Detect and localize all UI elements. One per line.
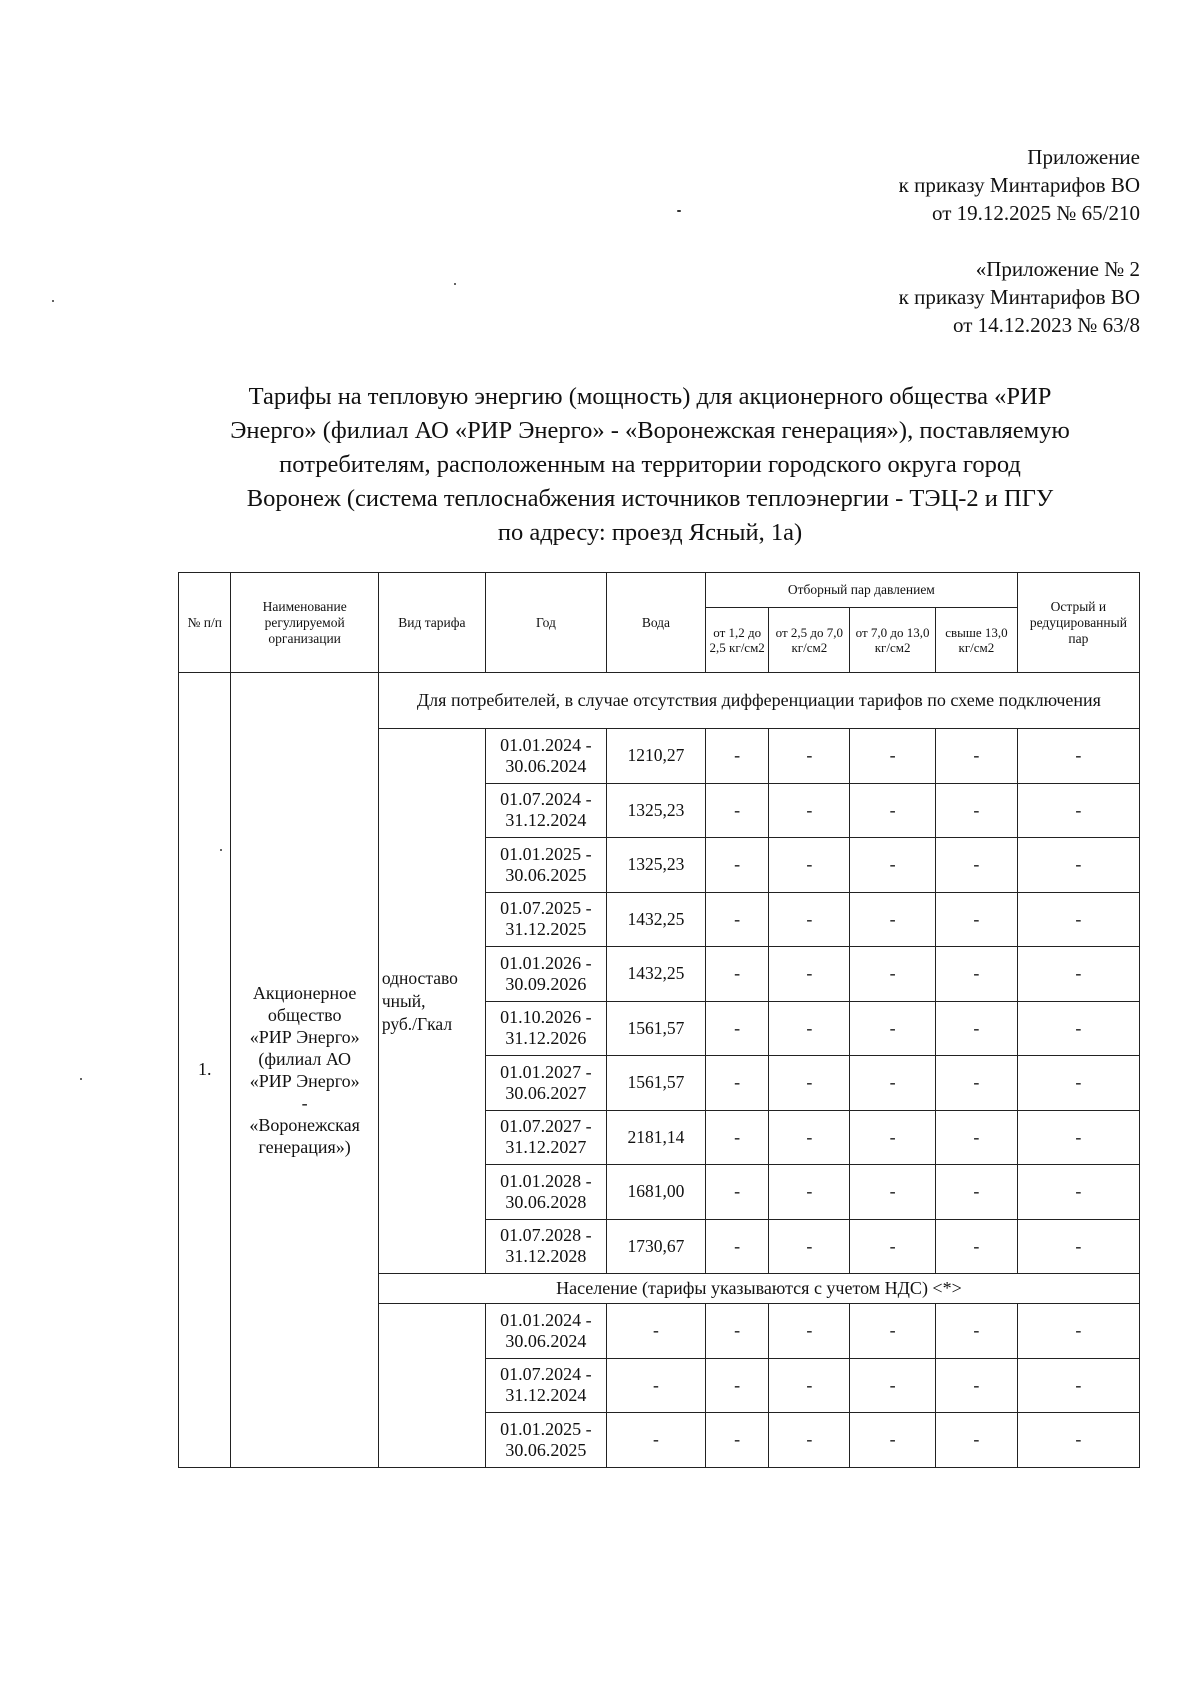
steam-value: - bbox=[936, 1110, 1018, 1165]
organization-line: (филиал АО bbox=[258, 1048, 351, 1069]
water-value: 1432,25 bbox=[606, 892, 705, 947]
column-header-num: № п/п bbox=[179, 573, 231, 673]
water-value: - bbox=[606, 1413, 705, 1468]
period-cell bbox=[485, 1110, 606, 1165]
period-end: 30.06.2028 bbox=[505, 1191, 587, 1212]
steam-value: - bbox=[705, 892, 769, 947]
steam-value: - bbox=[705, 783, 769, 838]
steam-value: - bbox=[769, 1001, 850, 1056]
period-end: 31.12.2027 bbox=[505, 1137, 587, 1158]
sharp-steam-value: - bbox=[1017, 1219, 1139, 1274]
steam-value: - bbox=[769, 947, 850, 1002]
organization-line: Акционерное bbox=[252, 982, 357, 1003]
column-header-steam-1: от 1,2 до 2,5 кг/см2 bbox=[705, 608, 769, 673]
appendix-original-line1: «Приложение № 2 bbox=[975, 257, 1140, 281]
period-cell bbox=[485, 892, 606, 947]
sharp-steam-value: - bbox=[1017, 1056, 1139, 1111]
period-start: 01.01.2024 - bbox=[500, 734, 592, 755]
steam-value: - bbox=[705, 1056, 769, 1111]
steam-value: - bbox=[850, 1001, 936, 1056]
water-value: 1325,23 bbox=[606, 783, 705, 838]
steam-value: - bbox=[850, 1413, 936, 1468]
water-value: 1561,57 bbox=[606, 1001, 705, 1056]
water-value: 1210,27 bbox=[606, 729, 705, 784]
steam-value: - bbox=[850, 1219, 936, 1274]
steam-value: - bbox=[936, 1001, 1018, 1056]
water-value: 1325,23 bbox=[606, 838, 705, 893]
tariff-type-cell-empty bbox=[378, 1304, 485, 1468]
title-line4: Воронеж (система теплоснабжения источников теплоэнергии - ТЭЦ-2 и ПГУ bbox=[246, 485, 1054, 512]
water-value: 2181,14 bbox=[606, 1110, 705, 1165]
sharp-steam-value: - bbox=[1017, 1110, 1139, 1165]
period-cell bbox=[485, 947, 606, 1002]
period-start: 01.01.2025 - bbox=[500, 843, 592, 864]
organization-line: «Воронежская bbox=[249, 1114, 360, 1135]
steam-value: - bbox=[769, 1056, 850, 1111]
steam-value: - bbox=[769, 1110, 850, 1165]
steam-value: - bbox=[936, 1219, 1018, 1274]
scan-speck bbox=[454, 283, 456, 285]
steam-value: - bbox=[936, 1358, 1018, 1413]
steam-value: - bbox=[705, 947, 769, 1002]
period-cell bbox=[485, 783, 606, 838]
section-2-title: Население (тарифы указываются с учетом НДС) <*> bbox=[378, 1274, 1139, 1304]
steam-value: - bbox=[705, 729, 769, 784]
water-value: - bbox=[606, 1304, 705, 1359]
period-start: 01.01.2027 - bbox=[500, 1061, 592, 1082]
appendix-order-block bbox=[899, 143, 1140, 227]
document-title bbox=[150, 380, 1150, 550]
organization-line: - bbox=[301, 1092, 308, 1113]
appendix-original-line3: от 14.12.2023 № 63/8 bbox=[952, 313, 1140, 337]
period-end: 31.12.2028 bbox=[505, 1246, 587, 1267]
steam-value: - bbox=[705, 1219, 769, 1274]
period-start: 01.07.2028 - bbox=[500, 1225, 592, 1246]
steam-value: - bbox=[705, 1413, 769, 1468]
steam-value: - bbox=[936, 1165, 1018, 1220]
period-end: 31.12.2024 bbox=[505, 810, 587, 831]
period-start: 01.01.2026 - bbox=[500, 952, 592, 973]
steam-value: - bbox=[705, 1165, 769, 1220]
period-start: 01.07.2027 - bbox=[500, 1116, 592, 1137]
period-end: 31.12.2025 bbox=[505, 919, 587, 940]
organization-line: «РИР Энерго» bbox=[249, 1070, 360, 1091]
tariff-type-line: одноставо bbox=[381, 967, 458, 988]
organization-line: генерация») bbox=[258, 1136, 351, 1157]
steam-value: - bbox=[850, 892, 936, 947]
title-line3: потребителям, расположенным на территории городского округа город bbox=[279, 451, 1021, 478]
period-cell bbox=[485, 729, 606, 784]
steam-value: - bbox=[769, 1304, 850, 1359]
steam-value: - bbox=[936, 783, 1018, 838]
column-header-steam-4: свыше 13,0 кг/см2 bbox=[936, 608, 1018, 673]
sharp-steam-value: - bbox=[1017, 729, 1139, 784]
appendix-order-line1: Приложение bbox=[1027, 145, 1140, 169]
steam-value: - bbox=[936, 892, 1018, 947]
steam-value: - bbox=[936, 1413, 1018, 1468]
steam-value: - bbox=[769, 1358, 850, 1413]
row-number-cell bbox=[179, 673, 231, 1468]
appendix-original-block bbox=[899, 255, 1140, 339]
water-value: 1730,67 bbox=[606, 1219, 705, 1274]
appendix-order-line2: к приказу Минтарифов ВО bbox=[898, 173, 1140, 197]
water-value: 1432,25 bbox=[606, 947, 705, 1002]
sharp-steam-value: - bbox=[1017, 947, 1139, 1002]
steam-value: - bbox=[705, 1001, 769, 1056]
period-end: 30.06.2027 bbox=[505, 1082, 587, 1103]
steam-value: - bbox=[936, 1304, 1018, 1359]
steam-value: - bbox=[769, 783, 850, 838]
organization-line: общество bbox=[267, 1004, 342, 1025]
period-cell bbox=[485, 1304, 606, 1359]
period-cell bbox=[485, 1001, 606, 1056]
period-cell bbox=[485, 1219, 606, 1274]
steam-value: - bbox=[850, 1110, 936, 1165]
column-header-steam-2: от 2,5 до 7,0 кг/см2 bbox=[769, 608, 850, 673]
tariff-table bbox=[178, 572, 1140, 1468]
steam-value: - bbox=[769, 1413, 850, 1468]
sharp-steam-value: - bbox=[1017, 1001, 1139, 1056]
tariff-type-line: руб./Гкал bbox=[381, 1013, 453, 1034]
steam-value: - bbox=[936, 838, 1018, 893]
water-value: 1681,00 bbox=[606, 1165, 705, 1220]
period-start: 01.10.2026 - bbox=[500, 1007, 592, 1028]
period-cell bbox=[485, 1056, 606, 1111]
period-cell bbox=[485, 1413, 606, 1468]
steam-value: - bbox=[705, 1358, 769, 1413]
period-end: 30.06.2025 bbox=[505, 1439, 587, 1460]
steam-value: - bbox=[769, 838, 850, 893]
period-start: 01.07.2024 - bbox=[500, 789, 592, 810]
organization-line: «РИР Энерго» bbox=[249, 1026, 360, 1047]
period-end: 31.12.2026 bbox=[505, 1028, 587, 1049]
steam-value: - bbox=[850, 729, 936, 784]
tariff-type-line: чный, bbox=[381, 990, 426, 1011]
steam-value: - bbox=[936, 947, 1018, 1002]
water-value: - bbox=[606, 1358, 705, 1413]
sharp-steam-value: - bbox=[1017, 783, 1139, 838]
scan-speck bbox=[677, 210, 681, 212]
steam-value: - bbox=[850, 1056, 936, 1111]
steam-value: - bbox=[769, 1165, 850, 1220]
scan-speck bbox=[80, 1078, 82, 1080]
steam-value: - bbox=[769, 729, 850, 784]
row-number: 1. bbox=[197, 1059, 212, 1080]
sharp-steam-value: - bbox=[1017, 892, 1139, 947]
water-value: 1561,57 bbox=[606, 1056, 705, 1111]
steam-value: - bbox=[705, 1304, 769, 1359]
steam-value: - bbox=[769, 1219, 850, 1274]
column-header-year: Год bbox=[485, 573, 606, 673]
sharp-steam-value: - bbox=[1017, 838, 1139, 893]
steam-value: - bbox=[850, 1165, 936, 1220]
steam-value: - bbox=[850, 1304, 936, 1359]
period-start: 01.07.2024 - bbox=[500, 1364, 592, 1385]
tariff-type-cell bbox=[378, 729, 485, 1274]
period-end: 30.06.2025 bbox=[505, 864, 587, 885]
column-header-sharp-steam: Острый и редуцированный пар bbox=[1017, 573, 1139, 673]
organization-cell bbox=[231, 673, 378, 1468]
steam-value: - bbox=[850, 838, 936, 893]
steam-value: - bbox=[705, 1110, 769, 1165]
appendix-original-line2: к приказу Минтарифов ВО bbox=[898, 285, 1140, 309]
period-cell bbox=[485, 838, 606, 893]
period-end: 30.09.2026 bbox=[505, 973, 587, 994]
steam-value: - bbox=[769, 892, 850, 947]
steam-value: - bbox=[850, 947, 936, 1002]
steam-value: - bbox=[936, 1056, 1018, 1111]
period-start: 01.07.2025 - bbox=[500, 898, 592, 919]
period-start: 01.01.2024 - bbox=[500, 1309, 592, 1330]
title-line5: по адресу: проезд Ясный, 1а) bbox=[497, 519, 803, 546]
period-start: 01.01.2028 - bbox=[500, 1170, 592, 1191]
period-end: 30.06.2024 bbox=[505, 755, 587, 776]
steam-value: - bbox=[705, 838, 769, 893]
steam-value: - bbox=[850, 783, 936, 838]
appendix-order-line3: от 19.12.2025 № 65/210 bbox=[931, 201, 1140, 225]
column-header-steam-group: Отборный пар давлением bbox=[705, 573, 1017, 608]
column-header-water: Вода bbox=[606, 573, 705, 673]
period-end: 31.12.2024 bbox=[505, 1385, 587, 1406]
title-line1: Тарифы на тепловую энергию (мощность) для акционерного общества «РИР bbox=[248, 383, 1052, 410]
section-1-title: Для потребителей, в случае отсутствия дифференциации тарифов по схеме подключения bbox=[378, 673, 1139, 729]
sharp-steam-value: - bbox=[1017, 1358, 1139, 1413]
period-cell bbox=[485, 1165, 606, 1220]
period-cell bbox=[485, 1358, 606, 1413]
title-line2: Энерго» (филиал АО «РИР Энерго» - «Воронежская генерация»), поставляемую bbox=[230, 417, 1070, 444]
steam-value: - bbox=[936, 729, 1018, 784]
period-end: 30.06.2024 bbox=[505, 1330, 587, 1351]
scan-speck bbox=[52, 300, 54, 302]
column-header-org: Наименование регулируемой организации bbox=[231, 573, 378, 673]
sharp-steam-value: - bbox=[1017, 1413, 1139, 1468]
sharp-steam-value: - bbox=[1017, 1165, 1139, 1220]
period-start: 01.01.2025 - bbox=[500, 1418, 592, 1439]
sharp-steam-value: - bbox=[1017, 1304, 1139, 1359]
column-header-steam-3: от 7,0 до 13,0 кг/см2 bbox=[850, 608, 936, 673]
column-header-tariff-type: Вид тарифа bbox=[378, 573, 485, 673]
steam-value: - bbox=[850, 1358, 936, 1413]
